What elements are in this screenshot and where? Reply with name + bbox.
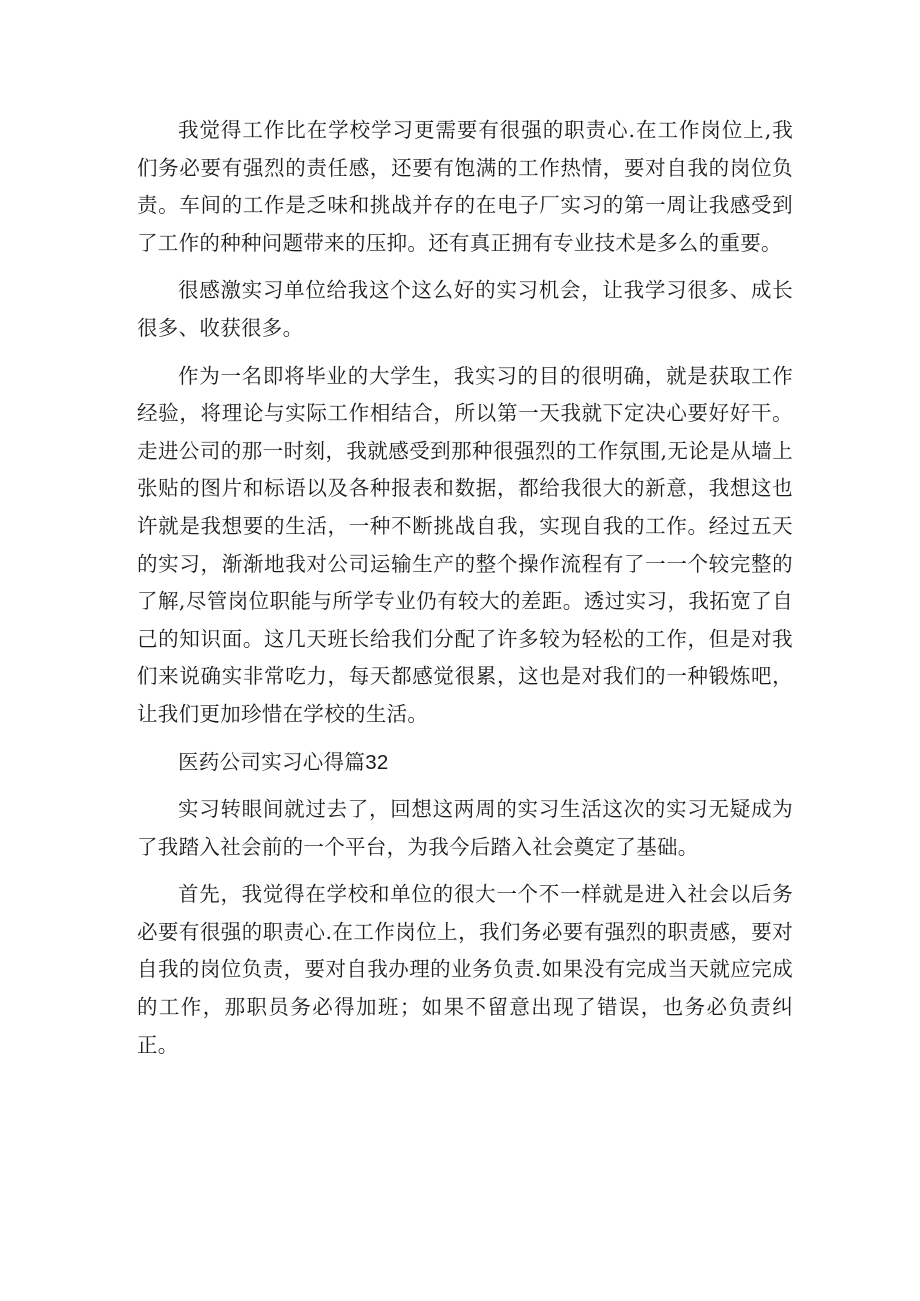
paragraph-2: 很感激实习单位给我这个这么好的实习机会，让我学习很多、成长很多、收获很多。 (137, 278, 793, 340)
document-body (137, 112, 793, 1074)
paragraph-3: 作为一名即将毕业的大学生，我实习的目的很明确，就是获取工作经验，将理论与实际工作相结合，所以第一天我就下定决心要好好干。走进公司的那一时刻，我就感受到那种很强烈的工作氛围,无论是从墙上张贴的图片和标语以及各种报表和数据，都给我很大的新意，我想这也许就是我想要的生活，一种不断挑战自我，实现自我的工作。经过五天的实习，渐渐地我对公司运输生产的整个操作流程有了一一个较完整的了解,尽管岗位职能与所学专业仍有较大的差距。透过实习，我拓宽了自己的知识面。这几天班长给我们分配了许多较为轻松的工作，但是对我们来说确实非常吃力，每天都感觉很累，这也是对我们的一种锻炼吧，让我们更加珍惜在学校的生活。 (137, 363, 793, 726)
paragraph-5: 首先，我觉得在学校和单位的很大一个不一样就是进入社会以后务必要有很强的职责心.在工作岗位上，我们务必要有强烈的职责感，要对自我的岗位负责，要对自我办理的业务负责.如果没有完成当天就应完成的工作，那职员务必得加班；如果不留意出现了错误，也务必负责纠正。 (137, 882, 793, 1057)
paragraph-4: 实习转眼间就过去了，回想这两周的实习生活这次的实习无疑成为了我踏入社会前的一个平台，为我今后踏入社会奠定了基础。 (137, 797, 793, 859)
paragraph-1: 我觉得工作比在学校学习更需要有很强的职责心.在工作岗位上,我们务必要有强烈的责任感，还要有饱满的工作热情，要对自我的岗位负责。车间的工作是乏味和挑战并存的在电子厂实习的第一周让我感受到了工作的种种问题带来的压抑。还有真正拥有专业技术是多么的重要。 (137, 118, 793, 255)
section-heading: 医药公司实习心得篇32 (178, 750, 389, 774)
